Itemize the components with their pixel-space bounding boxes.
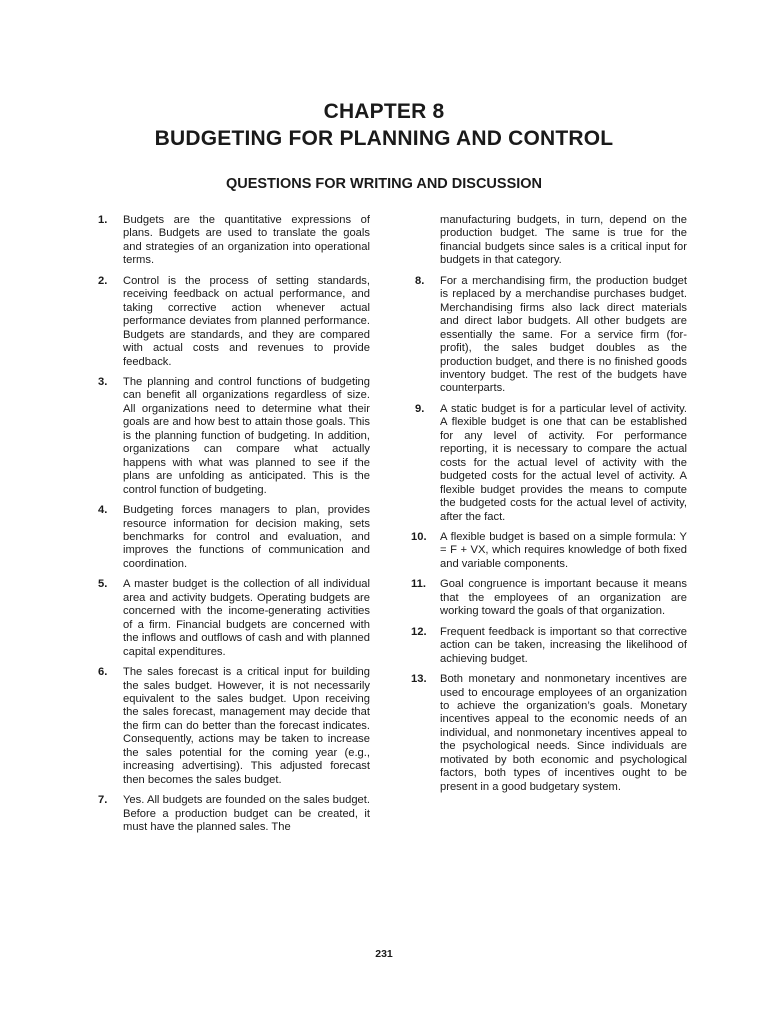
chapter-heading: [0, 98, 768, 152]
question-number: 8.: [415, 274, 425, 287]
question-number: 3.: [98, 375, 108, 388]
chapter-title: BUDGETING FOR PLANNING AND CONTROL: [154, 127, 614, 150]
question-item: [411, 625, 687, 666]
question-item: [411, 578, 687, 618]
left-column: [98, 214, 370, 841]
question-item: [411, 530, 687, 571]
chapter-number: CHAPTER 8: [323, 100, 445, 123]
question-item: [98, 666, 370, 787]
question-item: [98, 376, 370, 497]
question-answer-continuation: manufacturing budgets, in turn, depend on the production budget. The same is true for the financial budgets since sales is a critical input for budgets in that category.: [440, 214, 687, 267]
question-item: [98, 504, 370, 571]
question-item: [98, 275, 370, 369]
section-title: QUESTIONS FOR WRITING AND DISCUSSION: [225, 176, 543, 192]
page-number: 231: [375, 948, 393, 960]
question-answer: For a merchandising firm, the production budget is replaced by a merchandise purchases budget. Merchandising firms also lack direct materials and direct labor budgets. All other budgets are essentially the same. For a service firm (for-profit), the sales budget doubles as the production budget, and there is no finished goods inventory budget. The rest of the budgets have counterparts.: [440, 274, 687, 395]
question-number: 6.: [98, 666, 108, 679]
question-answer: Control is the process of setting standards, receiving feedback on actual performance, and taking corrective action whenever actual performance deviates from planned performance. Budgets are standards, and they are compared with actual costs and revenues to provide feedback.: [123, 274, 370, 368]
question-number: 5.: [98, 578, 108, 591]
question-answer: Goal congruence is important because it means that the employees of an organization are working toward the goals of that organization.: [440, 578, 687, 618]
question-answer: A flexible budget is based on a simple formula: Y = F + VX, which requires knowledge of both fixed and variable components.: [440, 530, 687, 570]
question-number: 12.: [411, 625, 427, 638]
question-answer: Both monetary and nonmonetary incentives are used to encourage employees of an organization to achieve the organization’s goals. Monetary incentives appeal to the economic needs of an individual, and nonmonetary incentives appeal to the psychological needs. Since individuals are motivated by both economic and psychological factors, both types of incentives ought to be present in a good budgetary system.: [440, 673, 687, 793]
question-number: 4.: [98, 504, 108, 517]
question-item: [411, 673, 687, 794]
question-number: 11.: [411, 578, 426, 591]
right-column: [411, 214, 687, 801]
question-number: 9.: [415, 402, 425, 415]
question-item: [98, 578, 370, 659]
question-item: [415, 275, 687, 396]
question-number: 1.: [98, 214, 108, 226]
question-answer: The planning and control functions of budgeting can benefit all organizations regardless of size. All organizations need to determine what their goals are and how best to attain those goals. This is the planning function of budgeting. In addition, organizations can compare what actually happens with what was planned to see if the plans are unfolding as anticipated. This is the control function of budgeting.: [123, 375, 370, 496]
question-answer: A master budget is the collection of all individual area and activity budgets. Operating budgets are concerned with the income-generating activities of a firm. Financial budgets are concerned with the inflows and outflows of cash and with planned capital expenditures.: [123, 578, 370, 658]
question-answer: Budgets are the quantitative expressions of plans. Budgets are used to translate the goals and strategies of an organization into operational terms.: [123, 214, 370, 267]
question-answer: A static budget is for a particular level of activity. A flexible budget is one that can be established for any level of activity. For performance reporting, it is necessary to compare the actual costs for the actual level of activity with the budgeted costs for the actual level of activity. A flexible budget provides the means to compute the budgeted costs for the actual level of activity, after the fact.: [440, 402, 687, 523]
question-answer: Yes. All budgets are founded on the sales budget. Before a production budget can be created, it must have the planned sales. The: [123, 794, 370, 834]
question-item: [415, 403, 687, 524]
question-number: 10.: [411, 530, 427, 543]
question-item: [98, 794, 370, 834]
question-answer: Budgeting forces managers to plan, provides resource information for decision making, sets benchmarks for control and evaluation, and improves the functions of communication and coordination.: [123, 504, 370, 570]
question-number: 13.: [411, 673, 427, 686]
question-number: 2.: [98, 274, 108, 287]
question-answer: Frequent feedback is important so that corrective action can be taken, increasing the likelihood of achieving budget.: [440, 625, 687, 665]
question-number: 7.: [98, 794, 108, 807]
question-answer: The sales forecast is a critical input for building the sales budget. However, it is not necessarily equivalent to the sales budget. Upon receiving the sales forecast, management may decide that the firm can do better than the forecast indicates. Consequently, actions may be taken to increase the sales potential for the coming year (e.g., increasing advertising). This adjusted forecast then becomes the sales budget.: [123, 666, 370, 786]
question-item: [98, 214, 370, 268]
